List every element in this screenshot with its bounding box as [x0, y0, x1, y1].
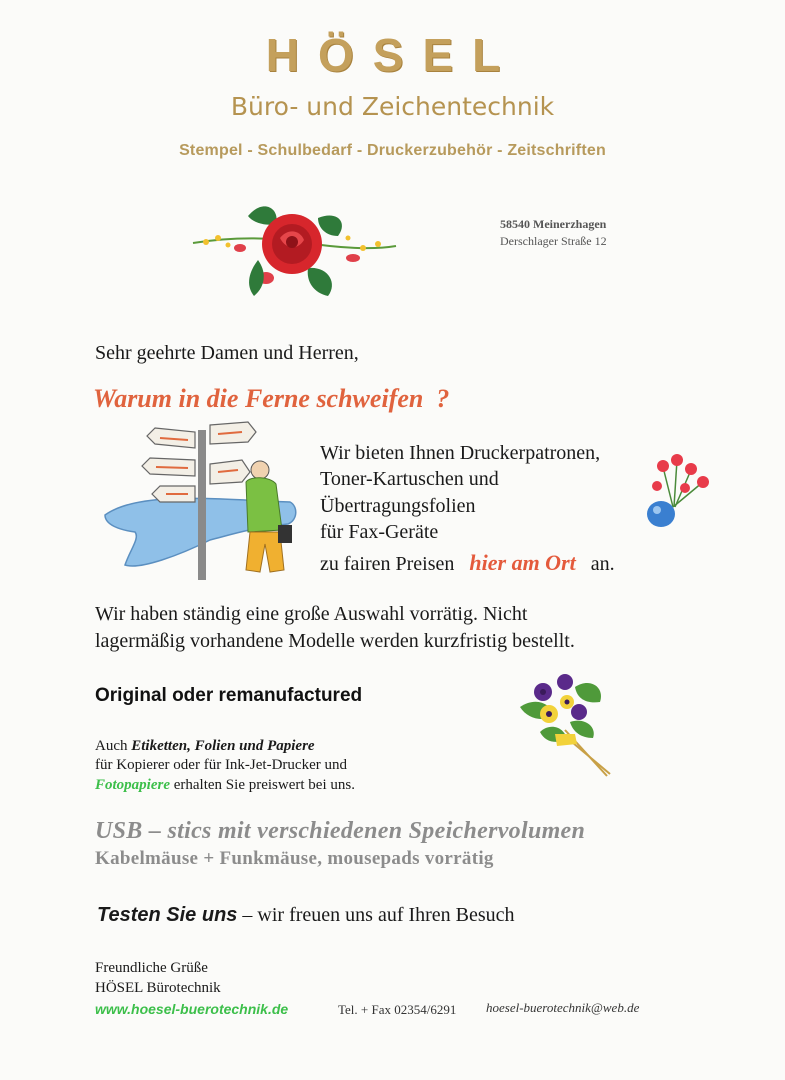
email-link[interactable]: hoesel-buerotechnik@web.de — [486, 1000, 640, 1015]
headline: Warum in die Ferne schweifen ? — [93, 384, 450, 413]
offer-prefix: zu fairen Preisen — [320, 553, 455, 575]
address-street: Derschlager Straße 12 — [500, 234, 607, 248]
closing-greeting: Freundliche Grüße — [95, 960, 208, 976]
testen-line — [97, 904, 515, 927]
salutation: Sehr geehrte Damen und Herren, — [95, 342, 359, 364]
offer-highlight: hier am Ort — [469, 550, 576, 575]
flower-vase-icon — [643, 452, 713, 530]
stock-line-2: lagermäßig vorhandene Modelle werden kurzfristig bestellt. — [95, 630, 575, 652]
paper-prefix: Auch — [95, 738, 128, 754]
closing-company: HÖSEL Bürotechnik — [95, 980, 221, 996]
brand-title: HÖSEL — [265, 29, 520, 81]
pansy-bouquet-icon — [515, 672, 615, 777]
phone-fax: Tel. + Fax 02354/6291 — [338, 1002, 457, 1017]
original-heading: Original oder remanufactured — [95, 685, 363, 706]
offer-line-4: für Fax-Geräte — [320, 521, 439, 543]
paper-line-2: für Kopierer oder für Ink-Jet-Drucker und — [95, 757, 347, 773]
stock-line-1: Wir haben ständig eine große Auswahl vorrätig. Nicht — [95, 603, 528, 625]
paper-suffix: erhalten Sie preiswert bei uns. — [173, 777, 355, 793]
paper-highlight: Etiketten, Folien und Papiere — [131, 738, 315, 754]
testen-emphasis: Testen Sie uns — [97, 904, 238, 926]
paper-line-3 — [95, 777, 355, 794]
offer-suffix: an. — [590, 553, 615, 575]
usb-line: USB – stics mit verschiedenen Speichervolumen — [95, 818, 586, 844]
offer-line-1: Wir bieten Ihnen Druckerpatronen, — [320, 442, 601, 464]
mouse-line: Kabelmäuse + Funkmäuse, mousepads vorrätig — [95, 848, 494, 869]
address-city: 58540 Meinerzhagen — [500, 217, 607, 231]
signpost-illustration — [100, 420, 300, 585]
brand-tagline: Stempel - Schulbedarf - Druckerzubehör - Zeitschriften — [179, 142, 606, 159]
website-link[interactable]: www.hoesel-buerotechnik.de — [95, 1001, 289, 1017]
photo-paper-highlight: Fotopapiere — [95, 777, 170, 793]
paper-line-1 — [95, 738, 315, 755]
brand-subtitle: Büro- und Zeichentechnik — [230, 92, 555, 121]
rose-icon — [188, 198, 400, 300]
testen-rest: – wir freuen uns auf Ihren Besuch — [237, 904, 515, 926]
offer-line-3: Übertragungsfolien — [320, 495, 476, 517]
offer-line-5 — [320, 550, 615, 576]
offer-line-2: Toner-Kartuschen und — [320, 468, 499, 490]
